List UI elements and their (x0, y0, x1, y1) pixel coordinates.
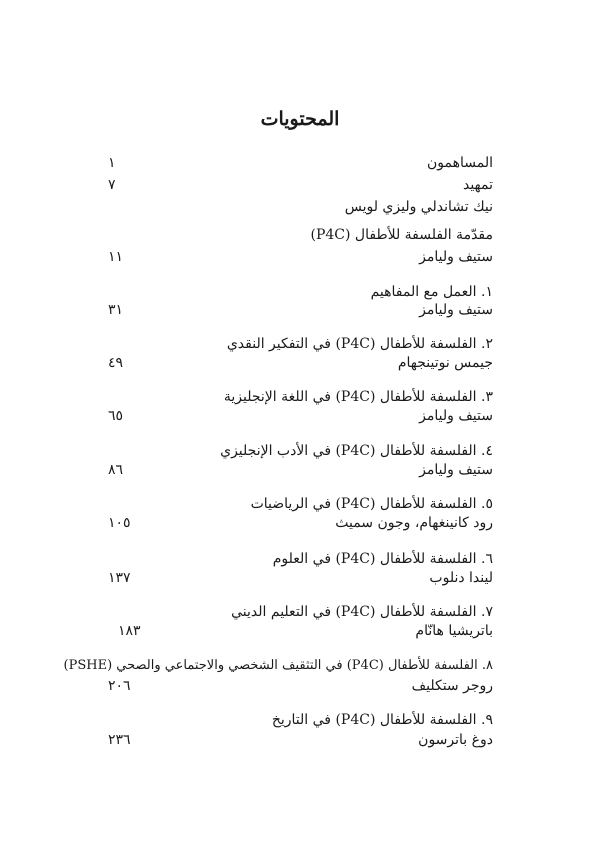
toc-entry-label: ستيف وليامز (419, 462, 493, 478)
toc-entry-chapter-8[interactable] (0, 655, 600, 677)
toc-page-number: ٣١ (108, 302, 124, 318)
toc-entry-label: رود كانينغهام، وجون سميث (335, 515, 493, 531)
toc-entry-chapter-9[interactable] (0, 709, 600, 731)
toc-entry-author (0, 246, 600, 268)
toc-entry-label: جيمس نوتينجهام (397, 355, 493, 371)
toc-entry-label: ستيف وليامز (419, 408, 493, 424)
toc-page-number: ٤٩ (108, 355, 124, 371)
toc-page-number: ٧ (108, 177, 116, 193)
toc-entry-author (0, 405, 600, 427)
toc-entry-label: ٧. الفلسفة للأطفال (P4C) في التعليم الديني (231, 604, 493, 620)
toc-entry-author (0, 567, 600, 589)
toc-entry-label: ستيف وليامز (419, 249, 493, 265)
toc-entry-label: ٢. الفلسفة للأطفال (P4C) في التفكير النقدي (226, 336, 493, 352)
toc-entry-author (0, 620, 600, 642)
toc-entry-contributors[interactable] (0, 152, 600, 174)
toc-entry-label: روجر ستكليف (411, 678, 493, 694)
toc-page-number: ١١ (108, 249, 124, 265)
toc-entry-label: ٤. الفلسفة للأطفال (P4C) في الأدب الإنجليزي (220, 443, 493, 459)
toc-entry-author (0, 459, 600, 481)
toc-page-number: ١٠٥ (108, 515, 131, 531)
toc-entry-preface[interactable] (0, 174, 600, 196)
toc-page-number: ٦٥ (108, 408, 124, 424)
toc-entry-author (0, 729, 600, 751)
toc-page-number: ٢٣٦ (108, 732, 131, 748)
toc-entry-label: ٩. الفلسفة للأطفال (P4C) في التاريخ (271, 712, 493, 728)
toc-entry-label: ٨. الفلسفة للأطفال (P4C) في التثقيف الشخصي والاجتماعي والصحي (PSHE) (63, 658, 493, 673)
toc-entry-label: ٥. الفلسفة للأطفال (P4C) في الرياضيات (250, 496, 493, 512)
toc-page-number: ١٣٧ (108, 570, 131, 586)
toc-entry-author (0, 675, 600, 697)
toc-entry-label: نيك تشاندلي وليزي لويس (344, 199, 493, 215)
toc-entry-author (0, 299, 600, 321)
toc-entry-label: ستيف وليامز (419, 302, 493, 318)
toc-page-number: ١٨٣ (118, 623, 141, 639)
page-title: المحتويات (260, 108, 340, 130)
toc-entry-author (0, 352, 600, 374)
toc-entry-label: دوغ باترسون (418, 732, 493, 748)
toc-entry-label: ليندا دنلوب (429, 570, 493, 586)
toc-entry-label: تمهيد (462, 177, 493, 193)
toc-entry-label: المساهمون (427, 155, 493, 171)
toc-entry-label: ٦. الفلسفة للأطفال (P4C) في العلوم (272, 551, 493, 567)
toc-page-number: ٢٠٦ (108, 678, 131, 694)
toc-entry-introduction[interactable] (0, 224, 600, 246)
toc-entry-author (0, 512, 600, 534)
toc-entry-label: باتريشيا هانّام (415, 623, 493, 639)
toc-entry-label: مقدّمة الفلسفة للأطفال (P4C) (310, 227, 493, 243)
toc-entry-author (0, 196, 600, 218)
toc-page-number: ٨٦ (108, 462, 124, 478)
toc-page-number: ١ (108, 155, 116, 171)
toc-entry-label: ١. العمل مع المفاهيم (370, 284, 493, 300)
toc-entry-label: ٣. الفلسفة للأطفال (P4C) في اللغة الإنجليزية (223, 389, 493, 405)
